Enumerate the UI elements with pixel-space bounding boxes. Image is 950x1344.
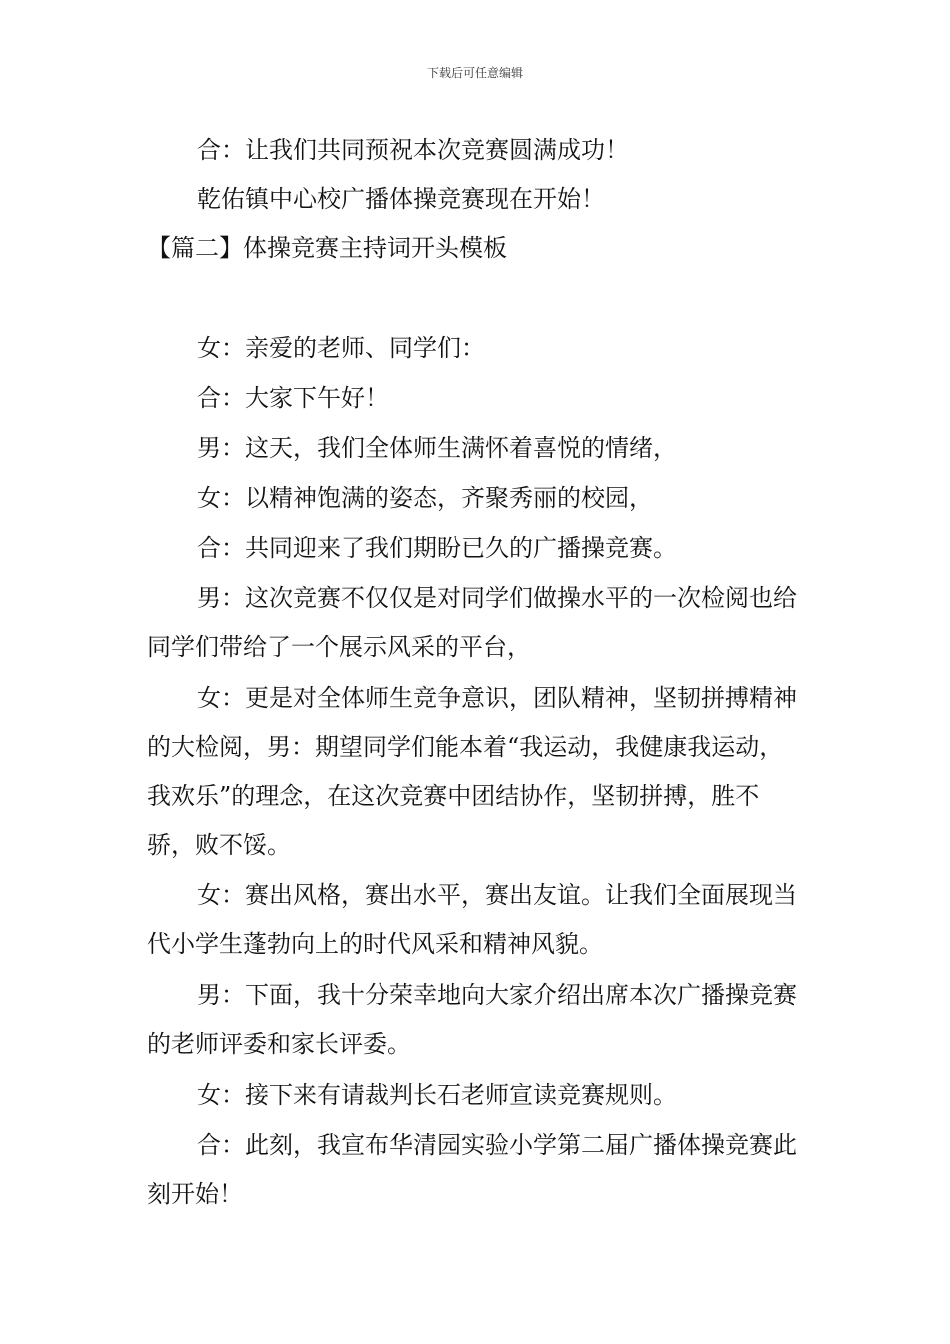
paragraph-closing-wish: 合：让我们共同预祝本次竞赛圆满成功！ bbox=[197, 136, 629, 164]
paragraph-start-announcement: 乾佑镇中心校广播体操竞赛现在开始！ bbox=[197, 185, 605, 213]
paragraph-male-1: 男：这天，我们全体师生满怀着喜悦的情绪， bbox=[197, 434, 677, 462]
paragraph-together-2: 合：此刻，我宣布华清园实验小学第二届广播体操竞赛此刻开始！ bbox=[147, 1131, 797, 1208]
paragraph-male-2: 男：这次竞赛不仅仅是对同学们做操水平的一次检阅也给同学们带给了一个展示风采的平台， bbox=[147, 584, 797, 661]
paragraph-female-3: 女：赛出风格，赛出水平，赛出友谊。让我们全面展现当代小学生蓬勃向上的时代风采和精神风貌。 bbox=[147, 881, 797, 958]
paragraph-female-2: 女：更是对全体师生竞争意识，团队精神，坚韧拼搏精神的大检阅，男：期望同学们能本着“我运动，我健康我运动，我欢乐”的理念，在这次竞赛中团结协作，坚韧拼搏，胜不骄，败不馁。 bbox=[147, 684, 797, 859]
paragraph-greeting: 女：亲爱的老师、同学们： bbox=[197, 334, 485, 362]
paragraph-male-3: 男：下面，我十分荣幸地向大家介绍出席本次广播操竞赛的老师评委和家长评委。 bbox=[147, 981, 797, 1058]
paragraph-together-1: 合：共同迎来了我们期盼已久的广播操竞赛。 bbox=[197, 534, 677, 562]
paragraph-female-1: 女：以精神饱满的姿态，齐聚秀丽的校园， bbox=[197, 484, 653, 512]
section-heading: 【篇二】体操竞赛主持词开头模板 bbox=[147, 234, 507, 262]
paragraph-female-4: 女：接下来有请裁判长石老师宣读竞赛规则。 bbox=[197, 1081, 677, 1109]
page-header: 下载后可任意编辑 bbox=[426, 66, 523, 80]
paragraph-good-afternoon: 合：大家下午好！ bbox=[197, 384, 389, 412]
